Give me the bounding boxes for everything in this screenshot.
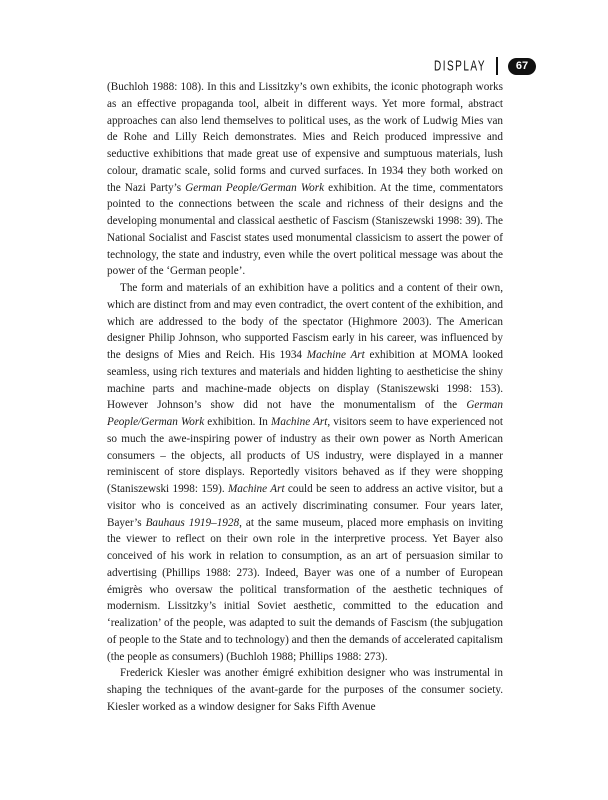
text-run: could be seen to address an active visitor, but a visitor who is conceived as an actively discriminating consumer. Four years later, Bayer’s — [107, 483, 503, 529]
text-run: exhibition. At the time, commentators pointed to the connections between the scale and richness of their designs and the developing monumental and classical aesthetic of Fascism (Staniszewski 1998: 39). The National Socialist and Fascist states used monumental classicism to assert the power of technology, the state and industry, even while the overt political message was about the power of the ‘German people’. — [107, 181, 503, 278]
section-title: DISPLAY — [434, 57, 486, 75]
text-run: The form and materials of an exhibition have a politics and a content of their own, which are distinct from and may even contradict, the overt content of the exhibition, and which are addressed to the body of the spectator (Highmore 2003). The American designer Philip Johnson, who supported Fascism early in his career, was influenced by the designs of Mies and Reich. His 1934 — [107, 282, 503, 361]
text-run: exhibition at MOMA looked seamless, using rich textures and materials and hidden lighting to aestheticise the shiny machine parts and machine-made objects on display (Staniszewski 1998: 153). However Johnson’s show did not have the monumentalism of the — [107, 349, 503, 412]
text-run: , at the same museum, placed more emphasis on inviting the viewer to reflect on their own role in the interpretive process. Yet Bayer also conceived of his work in relation to consumption, as an art of persuasion similar to advertising (Phillips 1988: 273). Indeed, Bayer was one of a number of European émigrès who oversaw the political transformation of the aesthetic techniques of modernism. Lissitzky’s initial Soviet aesthetic, committed to the education and ‘realization’ of the people, was adapted to suit the demands of Fascism (the subjugation of people to the State and to technology) and then the demands of accelerated capitalism (the people as consumers) (Buchloh 1988; Phillips 1988: 273). — [107, 516, 504, 663]
text-run: (Buchloh 1988: 108). In this and Lissitzky’s own exhibits, the iconic photograph works as an effective propaganda tool, albeit in different ways. Yet more formal, abstract approaches can also lend themselves to political uses, as the work of Ludwig Mies van de Rohe and Lilly Reich demonstrates. Mies and Reich produced impressive and seductive exhibitions that made great use of expensive and sumptuous materials, lush colour, dramatic scale, solid forms and curved surfaces. In 1934 they both worked on the Nazi Party’s — [107, 81, 503, 194]
body-text — [107, 79, 503, 716]
italic-title: Machine Art — [306, 349, 365, 361]
italic-title: German People/German Work — [185, 181, 325, 194]
paragraph-2 — [107, 280, 503, 665]
running-header — [434, 57, 536, 75]
header-divider — [496, 57, 498, 75]
text-run: , visitors seem to have experienced not so much the awe-inspiring power of industry as their own power as North American consumers – the objects, all products of US industry, were displayed in a manner reminiscent of store displays. Reportedly visitors behaved as if they were shopping (Staniszewski 1998: 159). — [107, 416, 504, 495]
page-number: 67 — [508, 58, 536, 75]
italic-title: German People/German Work — [107, 399, 503, 428]
text-run: exhibition. In — [204, 416, 272, 428]
italic-title: Machine Art — [271, 416, 328, 428]
text-run: Frederick Kiesler was another émigré exhibition designer who was instrumental in shaping the techniques of the avant-garde for the purposes of the consumer society. Kiesler worked as a window designer for Saks Fifth Avenue — [107, 667, 503, 713]
italic-title: Machine Art — [227, 483, 285, 495]
paragraph-3 — [107, 665, 503, 715]
italic-title: Bauhaus 1919–1928 — [145, 516, 240, 529]
paragraph-1 — [107, 79, 503, 280]
